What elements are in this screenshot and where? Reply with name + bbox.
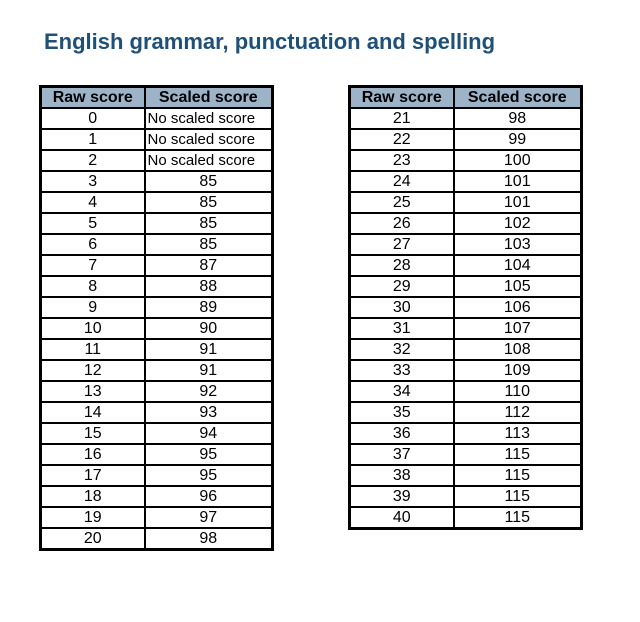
scaled-score-cell: 101 (454, 192, 582, 213)
scaled-score-cell: 100 (454, 150, 582, 171)
table-row (350, 129, 582, 150)
raw-score-cell: 2 (41, 150, 145, 171)
table-row (41, 381, 273, 402)
scaled-score-cell: 98 (454, 108, 582, 129)
raw-score-cell: 5 (41, 213, 145, 234)
scaled-score-cell: 115 (454, 465, 582, 486)
score-table-right (348, 85, 583, 530)
table-row (350, 255, 582, 276)
column-header-scaled-score: Scaled score (145, 87, 273, 109)
raw-score-cell: 11 (41, 339, 145, 360)
raw-score-cell: 15 (41, 423, 145, 444)
raw-score-cell: 26 (350, 213, 454, 234)
raw-score-cell: 12 (41, 360, 145, 381)
raw-score-cell: 27 (350, 234, 454, 255)
raw-score-cell: 20 (41, 528, 145, 550)
raw-score-cell: 22 (350, 129, 454, 150)
raw-score-cell: 9 (41, 297, 145, 318)
scaled-score-cell: 109 (454, 360, 582, 381)
scaled-score-cell: No scaled score (145, 150, 273, 171)
scaled-score-cell: 112 (454, 402, 582, 423)
raw-score-cell: 1 (41, 129, 145, 150)
scaled-score-cell: 85 (145, 234, 273, 255)
scaled-score-cell: 106 (454, 297, 582, 318)
table-row (350, 276, 582, 297)
raw-score-cell: 39 (350, 486, 454, 507)
raw-score-cell: 35 (350, 402, 454, 423)
raw-score-cell: 10 (41, 318, 145, 339)
table-row (41, 234, 273, 255)
column-header-raw-score: Raw score (41, 87, 145, 109)
table-row (350, 150, 582, 171)
table-row (350, 444, 582, 465)
scaled-score-cell: 104 (454, 255, 582, 276)
raw-score-cell: 33 (350, 360, 454, 381)
raw-score-cell: 37 (350, 444, 454, 465)
table-row (41, 402, 273, 423)
table-row (41, 318, 273, 339)
raw-score-cell: 36 (350, 423, 454, 444)
scaled-score-cell: 108 (454, 339, 582, 360)
raw-score-cell: 8 (41, 276, 145, 297)
raw-score-cell: 19 (41, 507, 145, 528)
table-row (41, 108, 273, 129)
table-row (41, 297, 273, 318)
scaled-score-cell: 89 (145, 297, 273, 318)
table-row (350, 486, 582, 507)
scaled-score-cell: 110 (454, 381, 582, 402)
scaled-score-cell: 99 (454, 129, 582, 150)
raw-score-cell: 32 (350, 339, 454, 360)
table-row (350, 423, 582, 444)
column-header-raw-score: Raw score (350, 87, 454, 109)
raw-score-cell: 0 (41, 108, 145, 129)
scaled-score-cell: 97 (145, 507, 273, 528)
table-row (41, 339, 273, 360)
table-row (41, 213, 273, 234)
raw-score-cell: 14 (41, 402, 145, 423)
scaled-score-cell: 96 (145, 486, 273, 507)
scaled-score-cell: 95 (145, 444, 273, 465)
scaled-score-cell: 107 (454, 318, 582, 339)
scaled-score-cell: 95 (145, 465, 273, 486)
raw-score-cell: 28 (350, 255, 454, 276)
scaled-score-cell: 92 (145, 381, 273, 402)
table-row (350, 381, 582, 402)
scaled-score-cell: 90 (145, 318, 273, 339)
table-row (41, 192, 273, 213)
table-row (350, 339, 582, 360)
raw-score-cell: 34 (350, 381, 454, 402)
table-header-row (41, 87, 273, 109)
scaled-score-cell: 101 (454, 171, 582, 192)
table-row (350, 234, 582, 255)
table-row (350, 507, 582, 529)
raw-score-cell: 6 (41, 234, 145, 255)
raw-score-cell: 29 (350, 276, 454, 297)
scaled-score-cell: 93 (145, 402, 273, 423)
scaled-score-cell: 88 (145, 276, 273, 297)
scaled-score-cell: 115 (454, 444, 582, 465)
table-row (350, 192, 582, 213)
table-row (350, 297, 582, 318)
scaled-score-cell: 113 (454, 423, 582, 444)
scaled-score-cell: 98 (145, 528, 273, 550)
table-row (41, 276, 273, 297)
scaled-score-cell: 105 (454, 276, 582, 297)
scaled-score-cell: 102 (454, 213, 582, 234)
scaled-score-cell: 94 (145, 423, 273, 444)
raw-score-cell: 16 (41, 444, 145, 465)
raw-score-cell: 17 (41, 465, 145, 486)
table-row (41, 444, 273, 465)
column-header-scaled-score: Scaled score (454, 87, 582, 109)
table-row (41, 486, 273, 507)
table-row (41, 171, 273, 192)
raw-score-cell: 23 (350, 150, 454, 171)
table-row (41, 423, 273, 444)
raw-score-cell: 7 (41, 255, 145, 276)
table-row (41, 255, 273, 276)
table-row (41, 129, 273, 150)
scaled-score-cell: 91 (145, 339, 273, 360)
scaled-score-cell: 115 (454, 507, 582, 529)
raw-score-cell: 18 (41, 486, 145, 507)
page-title: English grammar, punctuation and spelling (44, 29, 496, 54)
raw-score-cell: 13 (41, 381, 145, 402)
scaled-score-cell: 85 (145, 192, 273, 213)
raw-score-cell: 3 (41, 171, 145, 192)
score-table-left (39, 85, 274, 551)
scaled-score-cell: 85 (145, 213, 273, 234)
scaled-score-cell: 115 (454, 486, 582, 507)
table-row (350, 318, 582, 339)
table-row (350, 108, 582, 129)
table-row (41, 507, 273, 528)
raw-score-cell: 40 (350, 507, 454, 529)
table-row (350, 360, 582, 381)
scaled-score-cell: 103 (454, 234, 582, 255)
raw-score-cell: 38 (350, 465, 454, 486)
raw-score-cell: 21 (350, 108, 454, 129)
raw-score-cell: 31 (350, 318, 454, 339)
scaled-score-cell: No scaled score (145, 108, 273, 129)
raw-score-cell: 4 (41, 192, 145, 213)
raw-score-cell: 30 (350, 297, 454, 318)
table-row (41, 465, 273, 486)
scaled-score-cell: No scaled score (145, 129, 273, 150)
table-row (41, 528, 273, 550)
table-row (41, 360, 273, 381)
scaled-score-cell: 91 (145, 360, 273, 381)
scaled-score-cell: 87 (145, 255, 273, 276)
raw-score-cell: 24 (350, 171, 454, 192)
table-header-row (350, 87, 582, 109)
table-row (350, 465, 582, 486)
table-row (350, 213, 582, 234)
scaled-score-cell: 85 (145, 171, 273, 192)
table-row (350, 171, 582, 192)
table-row (41, 150, 273, 171)
raw-score-cell: 25 (350, 192, 454, 213)
table-row (350, 402, 582, 423)
